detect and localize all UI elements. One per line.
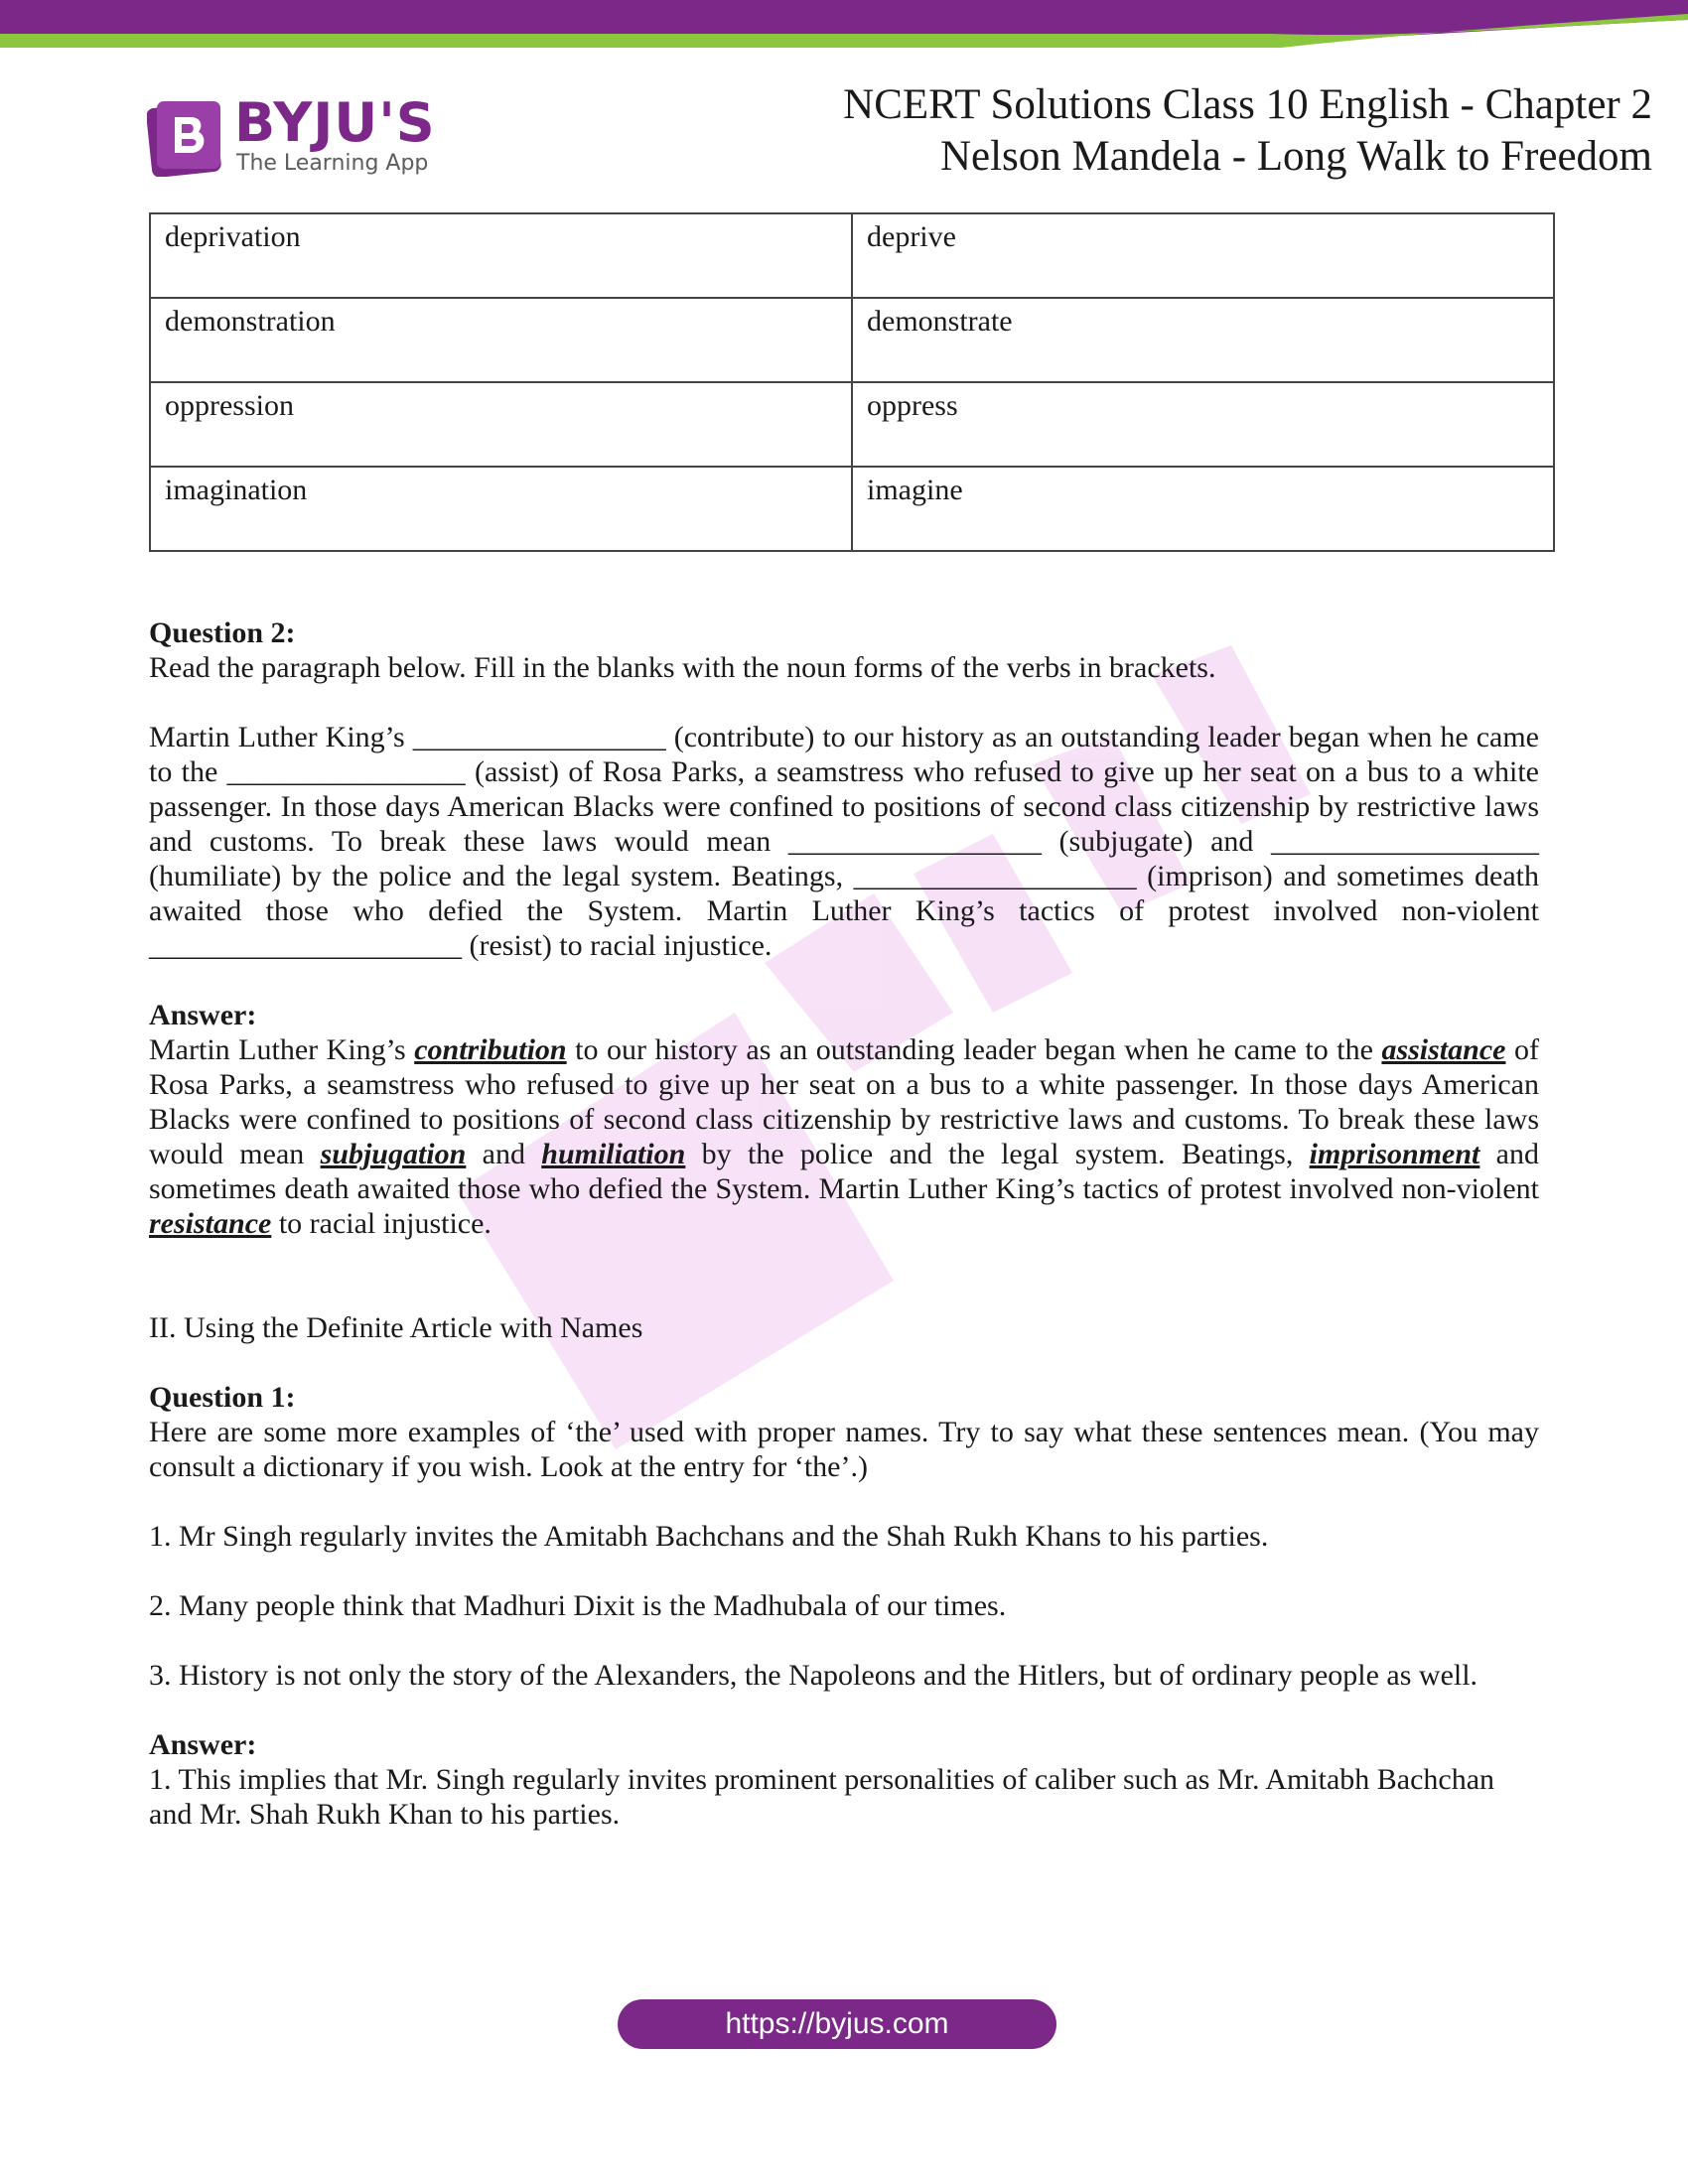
question-1-item: 2. Many people think that Madhuri Dixit is the Madhubala of our times.: [149, 1589, 1007, 1622]
answer-word: humiliation: [541, 1138, 686, 1170]
question-1-item: 3. History is not only the story of the Alexanders, the Napoleons and the Hitlers, but of ordinary people as well.: [149, 1659, 1478, 1692]
table-row: [150, 382, 1554, 467]
header-title-line-1: NCERT Solutions Class 10 English - Chapter 2: [843, 81, 1652, 128]
answer-word: resistance: [149, 1207, 272, 1240]
answer-2-heading: Answer:: [149, 999, 257, 1031]
answer-1-heading: Answer:: [149, 1728, 257, 1761]
question-2-instruction: Read the paragraph below. Fill in the blanks with the noun forms of the verbs in brackets.: [149, 651, 1216, 684]
question-2-heading: Question 2:: [149, 616, 296, 649]
header-title-line-2: Nelson Mandela - Long Walk to Freedom: [939, 133, 1652, 180]
table-cell-verb: demonstrate: [852, 298, 1554, 382]
brand-tagline: The Learning App: [236, 151, 429, 176]
main-content: [149, 615, 1539, 1832]
question-1-instruction: Here are some more examples of ‘the’ used with proper names. Try to say what these sentences mean. (You may consult a dictionary if you wish. Look at the entry for ‘the’.): [149, 1416, 1539, 1483]
noun-verb-table: [149, 212, 1555, 552]
answer-2-text: Martin Luther King’s contribution to our history as an outstanding leader began when he came to the assistance of Rosa Parks, a seamstress who refused to give up her seat on a bus to a white passenger. In those days American Blacks were confined to positions of second class citizenship by restrictive laws and customs. To break these laws would mean subjugation and humiliation by the police and the legal system. Beatings, imprisonment and sometimes death awaited those who defied the System. Martin Luther King’s tactics of protest involved non-violent resistance to racial injustice.: [149, 1033, 1539, 1240]
question-2-paragraph: Martin Luther King’s _________________ (contribute) to our history as an outstanding leader began when he came to the ________________ (assist) of Rosa Parks, a seamstress who refused to give up her seat on a bus to a white passenger. In those days American Blacks were confined to positions of second class citizenship by restrictive laws and customs. To break these laws would mean _________________ (subjugate) and __________________ (humiliate) by the police and the legal system. Beatings, ___________________ (imprison) and sometimes death awaited those who defied the System. Martin Luther King’s tactics of protest involved non-violent _____________________ (resist) to racial injustice.: [149, 721, 1539, 962]
top-color-band: [0, 0, 1688, 60]
table-cell-noun: oppression: [150, 382, 852, 467]
question-1-item: 1. Mr Singh regularly invites the Amitabh Bachchans and the Shah Rukh Khans to his parties.: [149, 1520, 1269, 1553]
table-cell-noun: demonstration: [150, 298, 852, 382]
answer-1-text: 1. This implies that Mr. Singh regularly invites prominent personalities of caliber such as Mr. Amitabh Bachchan and Mr. Shah Rukh Khan to his parties.: [149, 1763, 1495, 1831]
table-row: [150, 213, 1554, 298]
section-2-title: II. Using the Definite Article with Names: [149, 1311, 643, 1344]
table-cell-verb: imagine: [852, 467, 1554, 551]
brand-logo[interactable]: [147, 91, 445, 179]
answer-word: contribution: [414, 1033, 567, 1066]
table-row: [150, 467, 1554, 551]
document-header: [843, 79, 1652, 183]
table-cell-noun: imagination: [150, 467, 852, 551]
answer-word: subjugation: [320, 1138, 467, 1170]
question-1-heading: Question 1:: [149, 1381, 296, 1414]
footer-url-link[interactable]: https://byjus.com: [618, 1999, 1056, 2049]
brand-name: BYJU'S: [234, 91, 436, 154]
byjus-b-logo-icon: [147, 99, 224, 177]
table-cell-noun: deprivation: [150, 213, 852, 298]
answer-word: imprisonment: [1309, 1138, 1480, 1170]
answer-word: assistance: [1381, 1033, 1506, 1066]
table-row: [150, 298, 1554, 382]
table-cell-verb: oppress: [852, 382, 1554, 467]
table-cell-verb: deprive: [852, 213, 1554, 298]
